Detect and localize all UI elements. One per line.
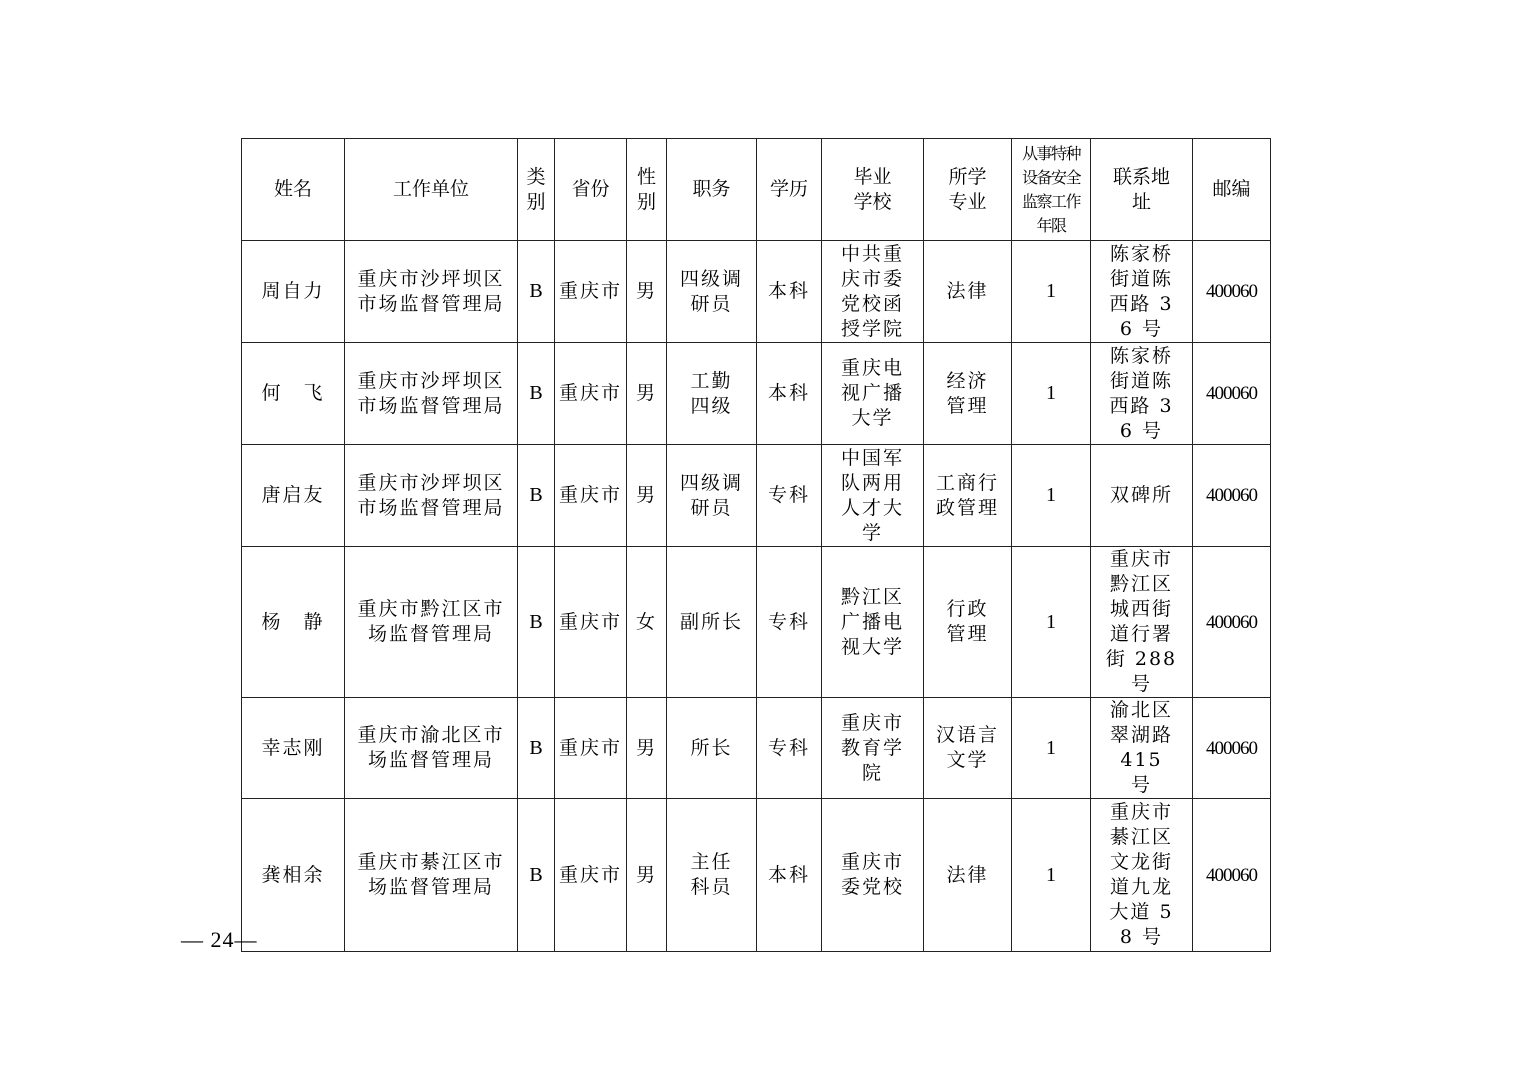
cell-education: 专科 — [757, 445, 822, 547]
cell-name: 幸志刚 — [242, 698, 345, 799]
cell-position: 主任科员 — [667, 799, 757, 952]
table-row — [242, 343, 1271, 445]
cell-unit: 重庆市黔江区市场监督管理局 — [345, 547, 518, 698]
header-position: 职务 — [667, 139, 757, 241]
cell-education: 本科 — [757, 241, 822, 343]
cell-position: 副所长 — [667, 547, 757, 698]
cell-zip: 400060 — [1193, 698, 1271, 799]
header-gender: 性别 — [627, 139, 667, 241]
cell-address: 双碑所 — [1091, 445, 1193, 547]
page-number: — 24— — [181, 927, 258, 952]
cell-major: 汉语言文学 — [924, 698, 1012, 799]
table-row — [242, 698, 1271, 799]
table-row — [242, 799, 1271, 952]
cell-category: B — [518, 799, 555, 952]
cell-zip: 400060 — [1193, 547, 1271, 698]
personnel-table — [241, 138, 1271, 952]
cell-gender: 男 — [627, 799, 667, 952]
cell-address: 渝北区翠湖路 415 号 — [1091, 698, 1193, 799]
cell-school: 重庆市教育学院 — [822, 698, 924, 799]
header-years: 从事特种设备安全监察工作年限 — [1012, 139, 1091, 241]
cell-zip: 400060 — [1193, 445, 1271, 547]
cell-category: B — [518, 343, 555, 445]
cell-school: 中国军队两用人才大学 — [822, 445, 924, 547]
cell-address: 陈家桥街道陈西路 36 号 — [1091, 241, 1193, 343]
cell-category: B — [518, 698, 555, 799]
cell-education: 本科 — [757, 799, 822, 952]
cell-school: 重庆市委党校 — [822, 799, 924, 952]
cell-province: 重庆市 — [555, 698, 627, 799]
cell-school: 黔江区广播电视大学 — [822, 547, 924, 698]
cell-position: 四级调研员 — [667, 241, 757, 343]
cell-address: 重庆市綦江区文龙街道九龙大道 58 号 — [1091, 799, 1193, 952]
cell-years: 1 — [1012, 241, 1091, 343]
cell-education: 本科 — [757, 343, 822, 445]
cell-name: 杨 静 — [242, 547, 345, 698]
cell-gender: 女 — [627, 547, 667, 698]
cell-address: 重庆市黔江区城西街道行署街 288 号 — [1091, 547, 1193, 698]
header-school: 毕业学校 — [822, 139, 924, 241]
table-row — [242, 547, 1271, 698]
cell-unit: 重庆市沙坪坝区市场监督管理局 — [345, 343, 518, 445]
cell-province: 重庆市 — [555, 343, 627, 445]
header-unit: 工作单位 — [345, 139, 518, 241]
cell-province: 重庆市 — [555, 241, 627, 343]
cell-years: 1 — [1012, 547, 1091, 698]
header-row — [242, 139, 1271, 241]
cell-zip: 400060 — [1193, 799, 1271, 952]
cell-major: 工商行政管理 — [924, 445, 1012, 547]
cell-years: 1 — [1012, 799, 1091, 952]
cell-major: 法律 — [924, 799, 1012, 952]
cell-years: 1 — [1012, 698, 1091, 799]
cell-province: 重庆市 — [555, 445, 627, 547]
cell-zip: 400060 — [1193, 241, 1271, 343]
cell-unit: 重庆市渝北区市场监督管理局 — [345, 698, 518, 799]
header-province: 省份 — [555, 139, 627, 241]
cell-unit: 重庆市綦江区市场监督管理局 — [345, 799, 518, 952]
header-category: 类别 — [518, 139, 555, 241]
table-row — [242, 241, 1271, 343]
cell-years: 1 — [1012, 343, 1091, 445]
header-name: 姓名 — [242, 139, 345, 241]
cell-gender: 男 — [627, 698, 667, 799]
cell-position: 所长 — [667, 698, 757, 799]
cell-category: B — [518, 241, 555, 343]
cell-unit: 重庆市沙坪坝区市场监督管理局 — [345, 241, 518, 343]
cell-unit: 重庆市沙坪坝区市场监督管理局 — [345, 445, 518, 547]
cell-name: 龚相余 — [242, 799, 345, 952]
header-address: 联系地址 — [1091, 139, 1193, 241]
cell-school: 重庆电视广播大学 — [822, 343, 924, 445]
cell-gender: 男 — [627, 445, 667, 547]
cell-major: 经济管理 — [924, 343, 1012, 445]
cell-school: 中共重庆市委党校函授学院 — [822, 241, 924, 343]
cell-province: 重庆市 — [555, 799, 627, 952]
cell-major: 法律 — [924, 241, 1012, 343]
cell-gender: 男 — [627, 241, 667, 343]
cell-address: 陈家桥街道陈西路 36 号 — [1091, 343, 1193, 445]
header-major: 所学专业 — [924, 139, 1012, 241]
cell-zip: 400060 — [1193, 343, 1271, 445]
cell-category: B — [518, 445, 555, 547]
cell-education: 专科 — [757, 547, 822, 698]
cell-province: 重庆市 — [555, 547, 627, 698]
cell-position: 四级调研员 — [667, 445, 757, 547]
cell-name: 何 飞 — [242, 343, 345, 445]
cell-years: 1 — [1012, 445, 1091, 547]
cell-name: 唐启友 — [242, 445, 345, 547]
cell-position: 工勤四级 — [667, 343, 757, 445]
cell-name: 周自力 — [242, 241, 345, 343]
header-zip: 邮编 — [1193, 139, 1271, 241]
cell-education: 专科 — [757, 698, 822, 799]
header-education: 学历 — [757, 139, 822, 241]
cell-category: B — [518, 547, 555, 698]
cell-major: 行政管理 — [924, 547, 1012, 698]
cell-gender: 男 — [627, 343, 667, 445]
table-row — [242, 445, 1271, 547]
